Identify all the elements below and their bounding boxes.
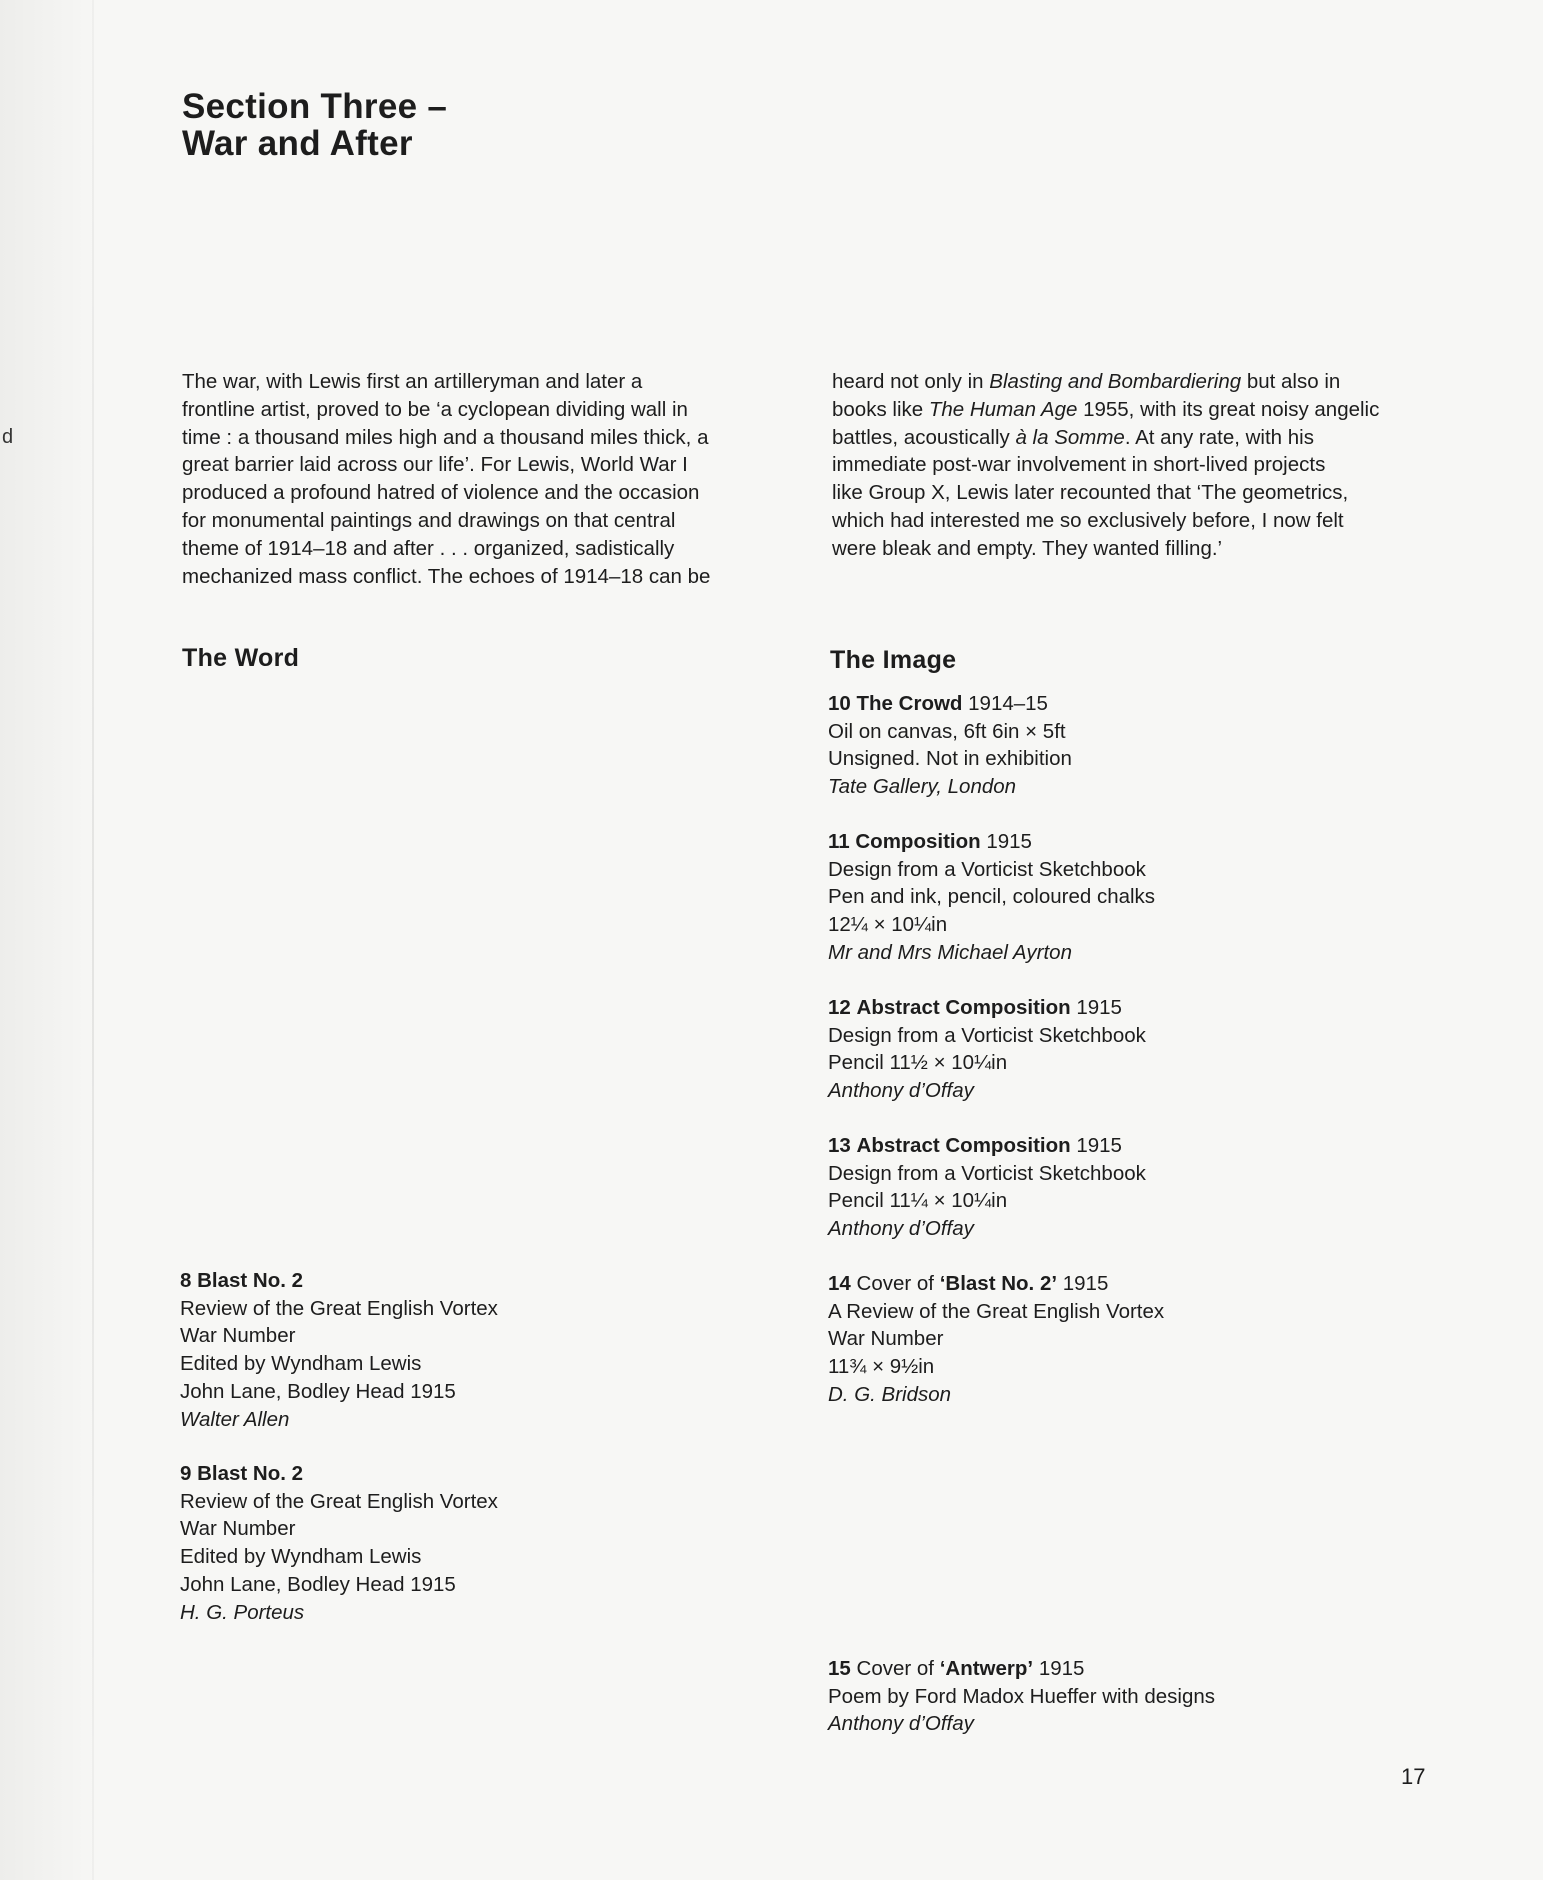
catalogue-entry-11 [828, 828, 1448, 967]
intro-text: books like [832, 397, 929, 421]
intro-text: 1955, with its great noisy angelic [1077, 397, 1380, 421]
intro-line: mechanized mass conflict. The echoes of 1914–18 can be [182, 564, 711, 588]
entry-heading [828, 994, 1448, 1022]
intro-text: battles, acoustically [832, 425, 1016, 449]
catalogue-entry-14 [828, 1270, 1448, 1409]
intro-text: heard not only in [832, 370, 990, 393]
catalogue-entry-9 [180, 1460, 800, 1626]
intro-text: . At any rate, with his [1124, 425, 1314, 449]
entry-detail: Pencil 11¼ × 10¼in [828, 1189, 1008, 1213]
binding-gutter [92, 0, 94, 1880]
entry-detail: Pencil 11½ × 10¼in [828, 1051, 1008, 1075]
intro-line: for monumental paintings and drawings on that central [182, 508, 676, 532]
entry-title: Abstract Composition [856, 996, 1071, 1019]
entry-title: The Crowd [856, 692, 963, 715]
intro-right-column [832, 368, 1452, 563]
entry-number: 15 [828, 1657, 851, 1680]
entry-heading [828, 1655, 1448, 1683]
entry-heading [828, 1270, 1448, 1298]
section-title-line-1: Section Three – [182, 87, 448, 126]
entry-number: 14 [828, 1272, 851, 1295]
entry-owner: Anthony d’Offay [828, 1712, 974, 1736]
entry-detail: 11¾ × 9½in [828, 1355, 935, 1379]
entry-detail: Edited by Wyndham Lewis [180, 1545, 422, 1569]
entry-date: 1915 [1062, 1272, 1109, 1295]
entry-detail: Design from a Vorticist Sketchbook [828, 1023, 1146, 1047]
section-title-line-2: War and After [182, 124, 413, 163]
section-title [182, 88, 447, 162]
entry-detail: Review of the Great English Vortex [180, 1489, 498, 1513]
entry-number: 11 [828, 830, 850, 853]
entry-owner: Anthony d’Offay [828, 1079, 974, 1103]
entry-title: Blast No. 2 [197, 1269, 304, 1292]
intro-line [832, 396, 1452, 424]
entry-owner: Walter Allen [180, 1407, 290, 1431]
entry-detail: Review of the Great English Vortex [180, 1296, 498, 1320]
entry-detail: Oil on canvas, 6ft 6in × 5ft [828, 719, 1066, 743]
intro-line: like Group X, Lewis later recounted that ‘The geometrics, [832, 481, 1349, 505]
intro-line: which had interested me so exclusively before, I now felt [832, 508, 1344, 532]
entry-heading [828, 828, 1448, 856]
italic-phrase: à la Somme [1015, 425, 1125, 449]
intro-line: were bleak and empty. They wanted filling.’ [832, 536, 1223, 560]
entry-date: 1915 [986, 830, 1032, 853]
entry-detail: Pen and ink, pencil, coloured chalks [828, 885, 1156, 909]
entry-detail: Unsigned. Not in exhibition [828, 747, 1072, 771]
entry-heading [180, 1267, 800, 1295]
entry-title: ‘Blast No. 2’ [939, 1272, 1058, 1295]
entry-prefix: Cover of [856, 1272, 934, 1295]
entry-title: ‘Antwerp’ [939, 1657, 1034, 1680]
entry-date: 1914–15 [968, 692, 1048, 715]
entry-detail: War Number [180, 1517, 296, 1541]
page-number: 17 [1401, 1764, 1426, 1789]
entry-detail: Poem by Ford Madox Hueffer with designs [828, 1684, 1216, 1708]
book-title: The Human Age [928, 397, 1078, 421]
catalogue-entry-12 [828, 994, 1448, 1105]
entry-number: 12 [828, 996, 851, 1019]
intro-line: great barrier laid across our life’. For Lewis, World War I [182, 453, 688, 477]
entry-date: 1915 [1076, 996, 1122, 1019]
entry-number: 9 [180, 1462, 192, 1485]
entry-detail: John Lane, Bodley Head 1915 [180, 1572, 456, 1596]
intro-text: but also in [1241, 370, 1341, 393]
entry-heading [828, 690, 1448, 718]
entry-prefix: Cover of [856, 1657, 934, 1680]
entry-date: 1915 [1076, 1134, 1122, 1157]
entry-heading [180, 1460, 800, 1488]
catalogue-entry-8 [180, 1267, 800, 1433]
entry-detail: A Review of the Great English Vortex [828, 1299, 1165, 1323]
entry-detail: War Number [828, 1327, 944, 1351]
entry-title: Blast No. 2 [197, 1462, 304, 1485]
entry-owner: H. G. Porteus [180, 1600, 305, 1624]
entry-detail: Design from a Vorticist Sketchbook [828, 1161, 1146, 1185]
intro-left-column [182, 368, 782, 590]
entry-title: Composition [855, 830, 981, 853]
stray-margin-letter: d [2, 426, 14, 448]
intro-line: time : a thousand miles high and a thousand miles thick, a [182, 425, 709, 449]
intro-line [832, 368, 1452, 396]
entry-date: 1915 [1038, 1657, 1085, 1680]
entry-owner: Tate Gallery, London [828, 775, 1017, 799]
binding-shadow [0, 0, 96, 1880]
intro-line: produced a profound hatred of violence and the occasion [182, 481, 700, 505]
entry-owner: D. G. Bridson [828, 1382, 952, 1406]
entry-number: 10 [828, 692, 851, 715]
entry-detail: Design from a Vorticist Sketchbook [828, 857, 1146, 881]
entry-detail: Edited by Wyndham Lewis [180, 1352, 422, 1376]
entry-number: 13 [828, 1134, 851, 1157]
the-word-heading: The Word [182, 644, 300, 672]
intro-line: The war, with Lewis first an artilleryman and later a [182, 370, 643, 393]
catalogue-entry-10 [828, 690, 1448, 801]
intro-line: immediate post-war involvement in short-lived projects [832, 453, 1326, 477]
entry-owner: Anthony d’Offay [828, 1217, 974, 1241]
entry-heading [828, 1132, 1448, 1160]
entry-detail: 12¼ × 10¼in [828, 913, 948, 937]
entry-title: Abstract Composition [856, 1134, 1071, 1157]
book-title: Blasting and Bombardiering [989, 370, 1242, 393]
intro-line [832, 424, 1452, 452]
entry-detail: John Lane, Bodley Head 1915 [180, 1379, 456, 1403]
the-image-heading: The Image [830, 646, 957, 674]
catalogue-entry-15 [828, 1655, 1448, 1738]
entry-detail: War Number [180, 1324, 296, 1348]
intro-line: theme of 1914–18 and after . . . organized, sadistically [182, 536, 675, 560]
intro-line: frontline artist, proved to be ‘a cyclopean dividing wall in [182, 397, 688, 421]
entry-number: 8 [180, 1269, 192, 1292]
entry-owner: Mr and Mrs Michael Ayrton [828, 940, 1072, 964]
catalogue-entry-13 [828, 1132, 1448, 1243]
